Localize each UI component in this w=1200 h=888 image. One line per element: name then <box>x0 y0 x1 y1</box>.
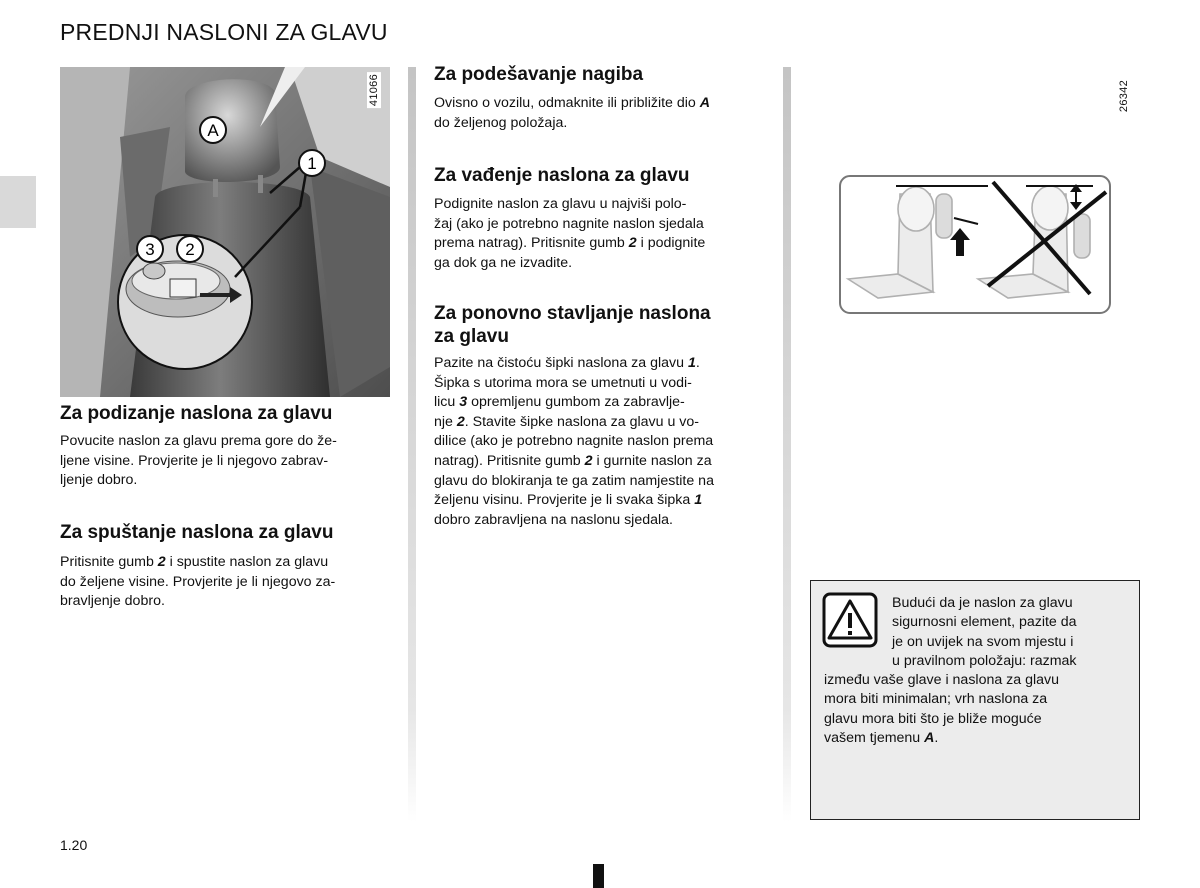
text-line: žaj (ako je potrebno nagnite naslon sjedala <box>434 215 704 232</box>
headrest-photo-drawing <box>60 67 390 397</box>
text-line: između vaše glave i naslona za glavu <box>824 672 1060 688</box>
headrest-photo <box>60 67 390 397</box>
text-line: do željenog položaja. <box>434 114 568 131</box>
warning-icon <box>822 592 878 648</box>
text-line: Ovisno o vozilu, odmaknite ili približite dio A <box>434 95 710 111</box>
text-line: željenu visinu. Provjerite je li svaka šipka 1 <box>434 492 703 509</box>
section-title: Za podešavanje nagiba <box>434 64 644 85</box>
text-line: glavu mora biti što je bliže moguće <box>824 710 1042 727</box>
text-line: Podignite naslon za glavu u najviši polo- <box>434 196 687 212</box>
label-2: 2 <box>185 240 195 259</box>
text-line: dilice (ako je potrebno nagnite naslon prema <box>434 433 714 450</box>
text-line: bravljenje dobro. <box>60 593 165 610</box>
text-line: nje 2. Stavite šipke naslona za glavu u vo- <box>434 413 699 430</box>
page-marker <box>593 864 604 888</box>
section-body <box>434 195 765 273</box>
section-title: Za podizanje naslona za glavu <box>60 403 333 424</box>
label-a: A <box>207 121 219 140</box>
column-divider <box>408 67 416 822</box>
section-title: Za vađenje naslona za glavu <box>434 165 690 186</box>
text-line: glavu do blokiranja te ga zatim namjestite na <box>434 472 714 489</box>
text-line: licu 3 opremljenu gumbom za zabravlje- <box>434 394 685 411</box>
text-line: ljene visine. Provjerite je li njegovo zabrav- <box>60 452 329 469</box>
text-line: natrag). Pritisnite gumb 2 i gurnite naslon za <box>434 452 712 469</box>
text-line: Pazite na čistoću šipki naslona za glavu 1. <box>434 355 700 371</box>
section-title: Za ponovno stavljanje naslona za glavu <box>434 303 711 347</box>
photo-code: 41066 <box>368 74 380 107</box>
page-title: PREDNJI NASLONI ZA GLAVU <box>60 19 388 45</box>
headrest-position-drawing <box>838 174 1112 315</box>
label-3: 3 <box>145 240 155 259</box>
text-line: prema natrag). Pritisnite gumb 2 i podignite <box>434 235 706 252</box>
section-body <box>434 94 765 133</box>
text-line: sigurnosni element, pazite da <box>892 614 1077 631</box>
text-line: Budući da je naslon za glavu <box>892 595 1073 611</box>
label-1: 1 <box>307 154 317 173</box>
section-title: Za spuštanje naslona za glavu <box>60 522 334 543</box>
text-line: do željene visine. Provjerite je li njegovo za- <box>60 573 336 590</box>
page-number: 1.20 <box>60 837 88 853</box>
section-body <box>60 432 390 491</box>
illustration-code: 26342 <box>1118 80 1130 113</box>
warning-text-top <box>892 594 1126 672</box>
warning-text-bottom <box>824 671 1126 749</box>
column-divider <box>783 67 791 822</box>
chapter-tab <box>0 176 36 228</box>
text-line: ljenje dobro. <box>60 472 138 489</box>
text-line: Pritisnite gumb 2 i spustite naslon za glavu <box>60 554 329 570</box>
text-line: je on uvijek na svom mjestu i <box>892 633 1074 650</box>
section-body <box>60 553 390 612</box>
text-line: u pravilnom položaju: razmak <box>892 653 1077 670</box>
headrest-position-illustration <box>838 174 1112 315</box>
text-line: vašem tjemenu A. <box>824 730 939 747</box>
section-body <box>434 354 765 530</box>
text-line: mora biti minimalan; vrh naslona za <box>824 691 1048 708</box>
text-line: Šipka s utorima mora se umetnuti u vodi- <box>434 374 692 391</box>
text-line: ga dok ga ne izvadite. <box>434 254 573 271</box>
text-line: Povucite naslon za glavu prema gore do že- <box>60 433 337 449</box>
text-line: dobro zabravljena na naslonu sjedala. <box>434 511 673 528</box>
